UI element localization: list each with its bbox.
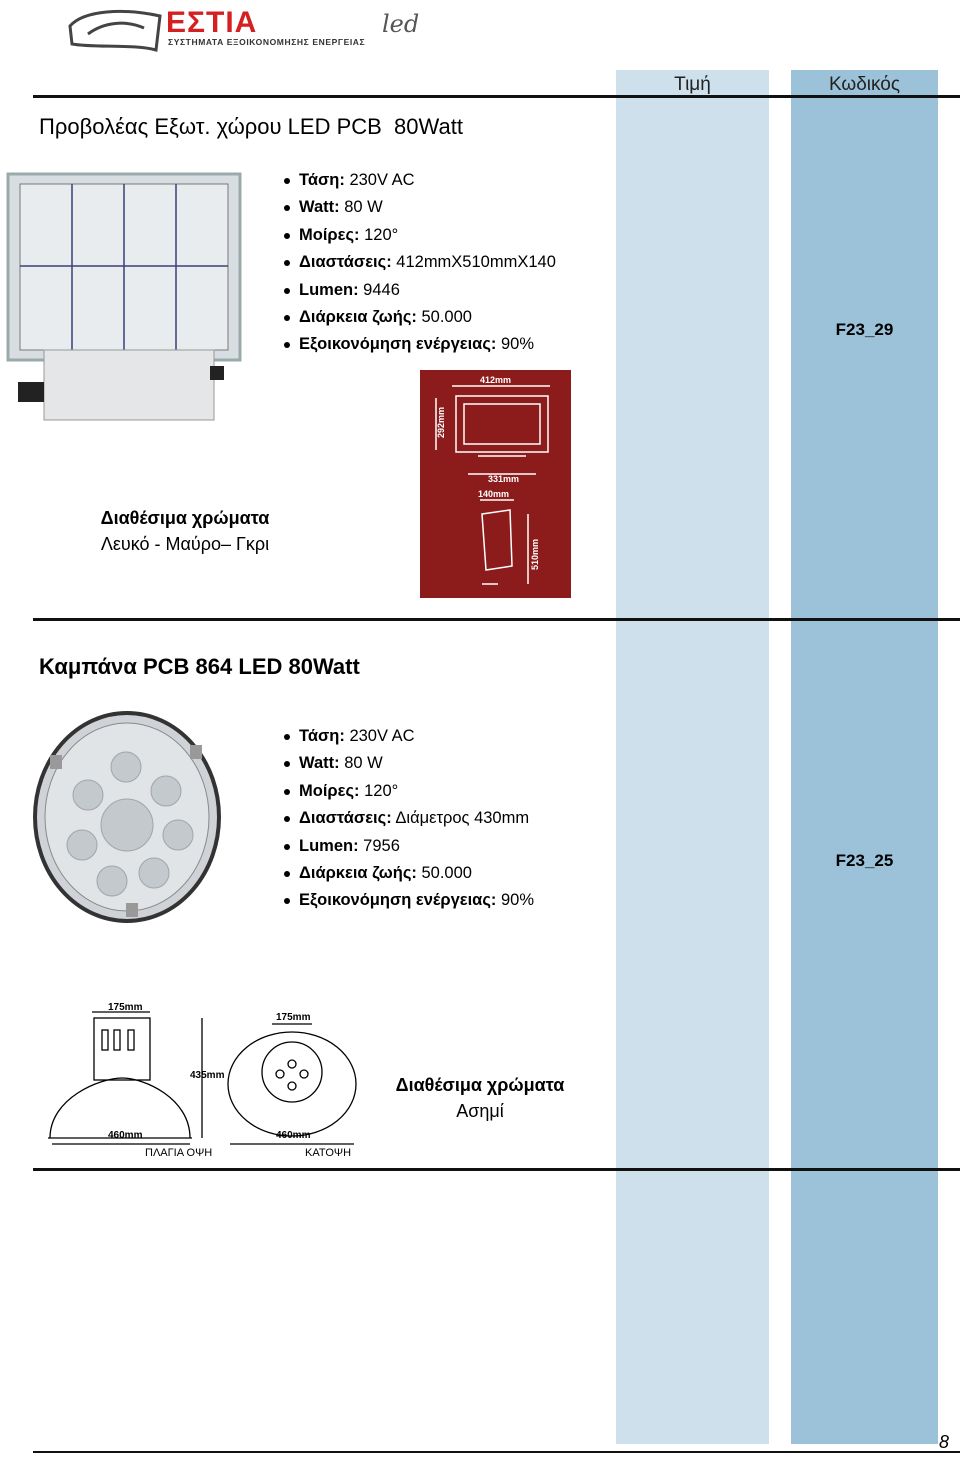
spec-list [283, 167, 556, 359]
dimension-label: 292mm [436, 406, 446, 438]
spec-item: Μοίρες: 120° [283, 222, 556, 249]
spec-item: Μοίρες: 120° [283, 778, 534, 805]
drawing-label: ΠΛΑΓΙΑ ΟΨΗ [145, 1147, 213, 1159]
spec-item: Διάρκεια ζωής: 50.000 [283, 860, 534, 887]
spec-item: Εξοικονόμηση ενέργειας: 90% [283, 331, 556, 358]
drawing-label: ΚΑΤΟΨΗ [305, 1147, 352, 1159]
drawing-label: 175mm [108, 1002, 143, 1013]
technical-drawing [40, 998, 360, 1160]
spec-item: Watt: 80 W [283, 750, 534, 777]
spec-item: Διάρκεια ζωής: 50.000 [283, 304, 556, 331]
price-column [616, 70, 769, 1444]
spec-list [283, 723, 534, 915]
page-number: 8 [938, 1432, 949, 1452]
colors-heading: Διαθέσιμα χρώματα [100, 508, 270, 528]
highbay-photo [30, 705, 225, 925]
drawing-label: 175mm [276, 1012, 311, 1023]
divider [33, 1168, 960, 1171]
spec-item: Lumen: 9446 [283, 277, 556, 304]
price-header: Τιμή [674, 74, 711, 95]
colors-value: Ασημί [456, 1101, 504, 1121]
dimension-label: 412mm [480, 375, 512, 385]
floodlight-photo [4, 170, 244, 425]
code-column [791, 70, 938, 1444]
dimension-drawing [420, 370, 571, 598]
available-colors [60, 505, 310, 557]
logo [64, 4, 444, 54]
logo-tagline: ΣΥΣΤΗΜΑΤΑ ΕΞΟΙΚΟΝΟΜΗΣΗΣ ΕΝΕΡΓΕΙΑΣ [168, 37, 366, 47]
logo-emblem-icon [64, 4, 164, 54]
drawing-label: 460mm [108, 1130, 143, 1141]
logo-brand: ΕΣΤΙΑ [166, 6, 258, 39]
spec-item: Εξοικονόμηση ενέργειας: 90% [283, 887, 534, 914]
spec-item: Τάση: 230V AC [283, 167, 556, 194]
logo-suffix: led [382, 10, 420, 38]
product-title: Προβολέας Εξωτ. χώρου LED PCB 80Watt [39, 114, 463, 139]
product-code: F23_29 [835, 320, 894, 339]
spec-item: Lumen: 7956 [283, 833, 534, 860]
dimension-label: 331mm [488, 474, 520, 484]
available-colors [355, 1072, 605, 1124]
spec-item: Διαστάσεις: 412mmX510mmX140 [283, 249, 556, 276]
dimension-label: 140mm [478, 489, 510, 499]
drawing-label: 435mm [190, 1070, 225, 1081]
colors-value: Λευκό - Μαύρο– Γκρι [100, 534, 270, 554]
dimension-label: 510mm [530, 538, 540, 570]
spec-item: Watt: 80 W [283, 194, 556, 221]
footer-divider [33, 1451, 960, 1453]
spec-item: Τάση: 230V AC [283, 723, 534, 750]
product-code: F23_25 [835, 851, 894, 870]
divider [33, 618, 960, 621]
code-header: Κωδικός [828, 74, 901, 95]
product-title: Καμπάνα PCB 864 LED 80Watt [39, 654, 360, 679]
spec-item: Διαστάσεις: Διάμετρος 430mm [283, 805, 534, 832]
drawing-label: 460mm [276, 1130, 311, 1141]
colors-heading: Διαθέσιμα χρώματα [395, 1075, 565, 1095]
divider [33, 95, 960, 98]
